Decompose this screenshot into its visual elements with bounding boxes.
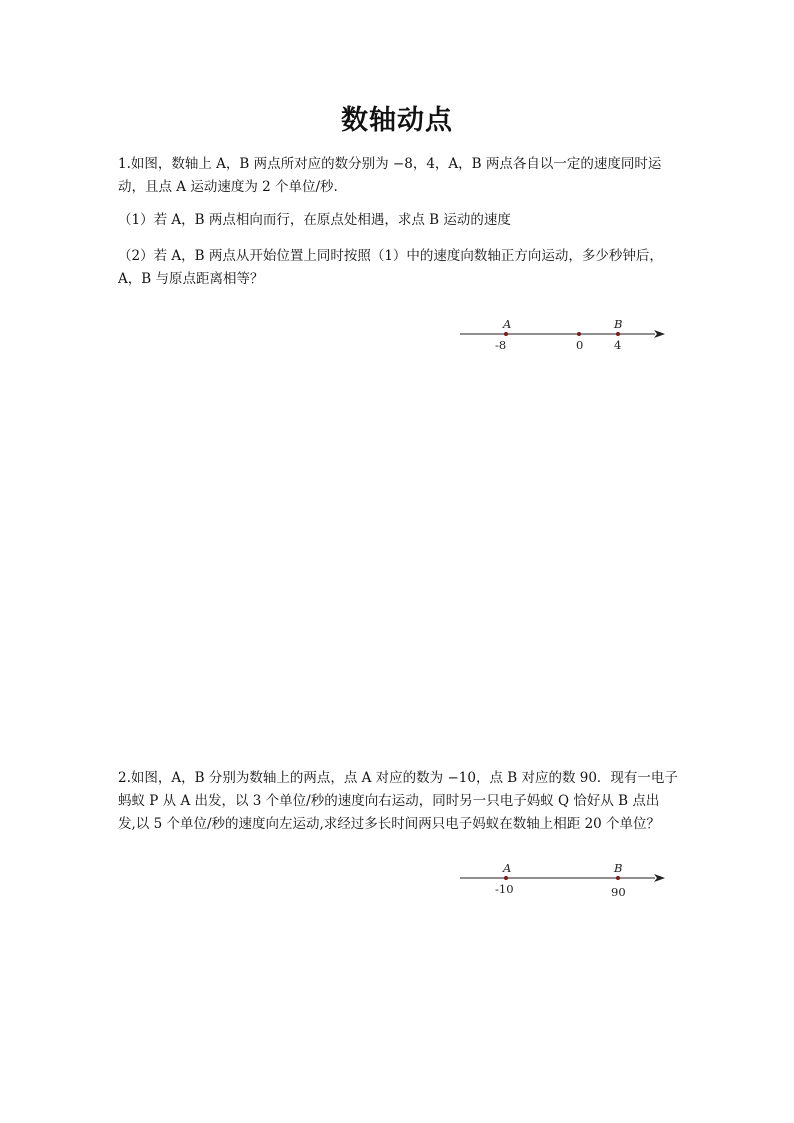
problem-1-part-1-text: （1）若 A，B 两点相向而行，在原点处相遇，求点 B 运动的速度 [118, 212, 511, 228]
point-b-value: 4 [614, 338, 622, 352]
point-a-letter: A [503, 317, 512, 331]
problem-2-line-3: 发,以 5 个单位/秒的速度向左运动,求经过多长时间两只电子妈蚁在数轴上相距 20 个单位？ [118, 816, 661, 832]
problem-1-line-2: 动，且点 A 运动速度为 2 个单位/秒. [118, 179, 338, 195]
axis-arrow-icon [654, 330, 665, 338]
number-line-1-svg [455, 316, 670, 356]
point-a-dot [504, 332, 508, 336]
problem-2-line-1: 2.如图，A，B 分别为数轴上的两点，点 A 对应的数为 −10，点 B 对应的数 90．现有一电子 [118, 770, 678, 786]
point-b-dot [616, 876, 620, 880]
point-b-dot [616, 332, 620, 336]
problem-1-line-1: 1.如图，数轴上 A，B 两点所对应的数分别为 −8，4，A，B 两点各自以一定的速度同时运 [118, 156, 662, 172]
point-a-dot [504, 876, 508, 880]
point-b-letter: B [614, 317, 623, 331]
number-line-figure-1 [455, 316, 670, 356]
problem-1-part-2-line-1: （2）若 A，B 两点从开始位置上同时按照（1）中的速度向数轴正方向运动，多少秒钟后， [118, 248, 663, 264]
point-a-value: -8 [495, 338, 507, 352]
page-title: 数轴动点 [341, 105, 453, 136]
axis-arrow-icon [654, 874, 665, 882]
problem-1-part-1 [118, 209, 688, 232]
point-b-value: 90 [611, 885, 626, 899]
point-a-letter: A [503, 861, 512, 875]
number-line-figure-2 [455, 860, 670, 900]
problem-1-part-2 [118, 245, 688, 291]
number-line-2-svg [455, 860, 670, 900]
problem-2-line-2: 蚂蚁 P 从 A 出发，以 3 个单位/秒的速度向右运动，同时另一只电子妈蚁 Q 恰好从 B 点出 [118, 793, 660, 809]
problem-1-part-2-line-2: A，B 与原点距离相等？ [118, 271, 264, 287]
point-origin-value: 0 [576, 338, 584, 352]
point-a-value: -10 [495, 882, 514, 896]
problem-2-statement [118, 767, 688, 836]
problem-1-statement [118, 153, 688, 199]
point-origin-dot [577, 332, 581, 336]
point-b-letter: B [614, 861, 623, 875]
